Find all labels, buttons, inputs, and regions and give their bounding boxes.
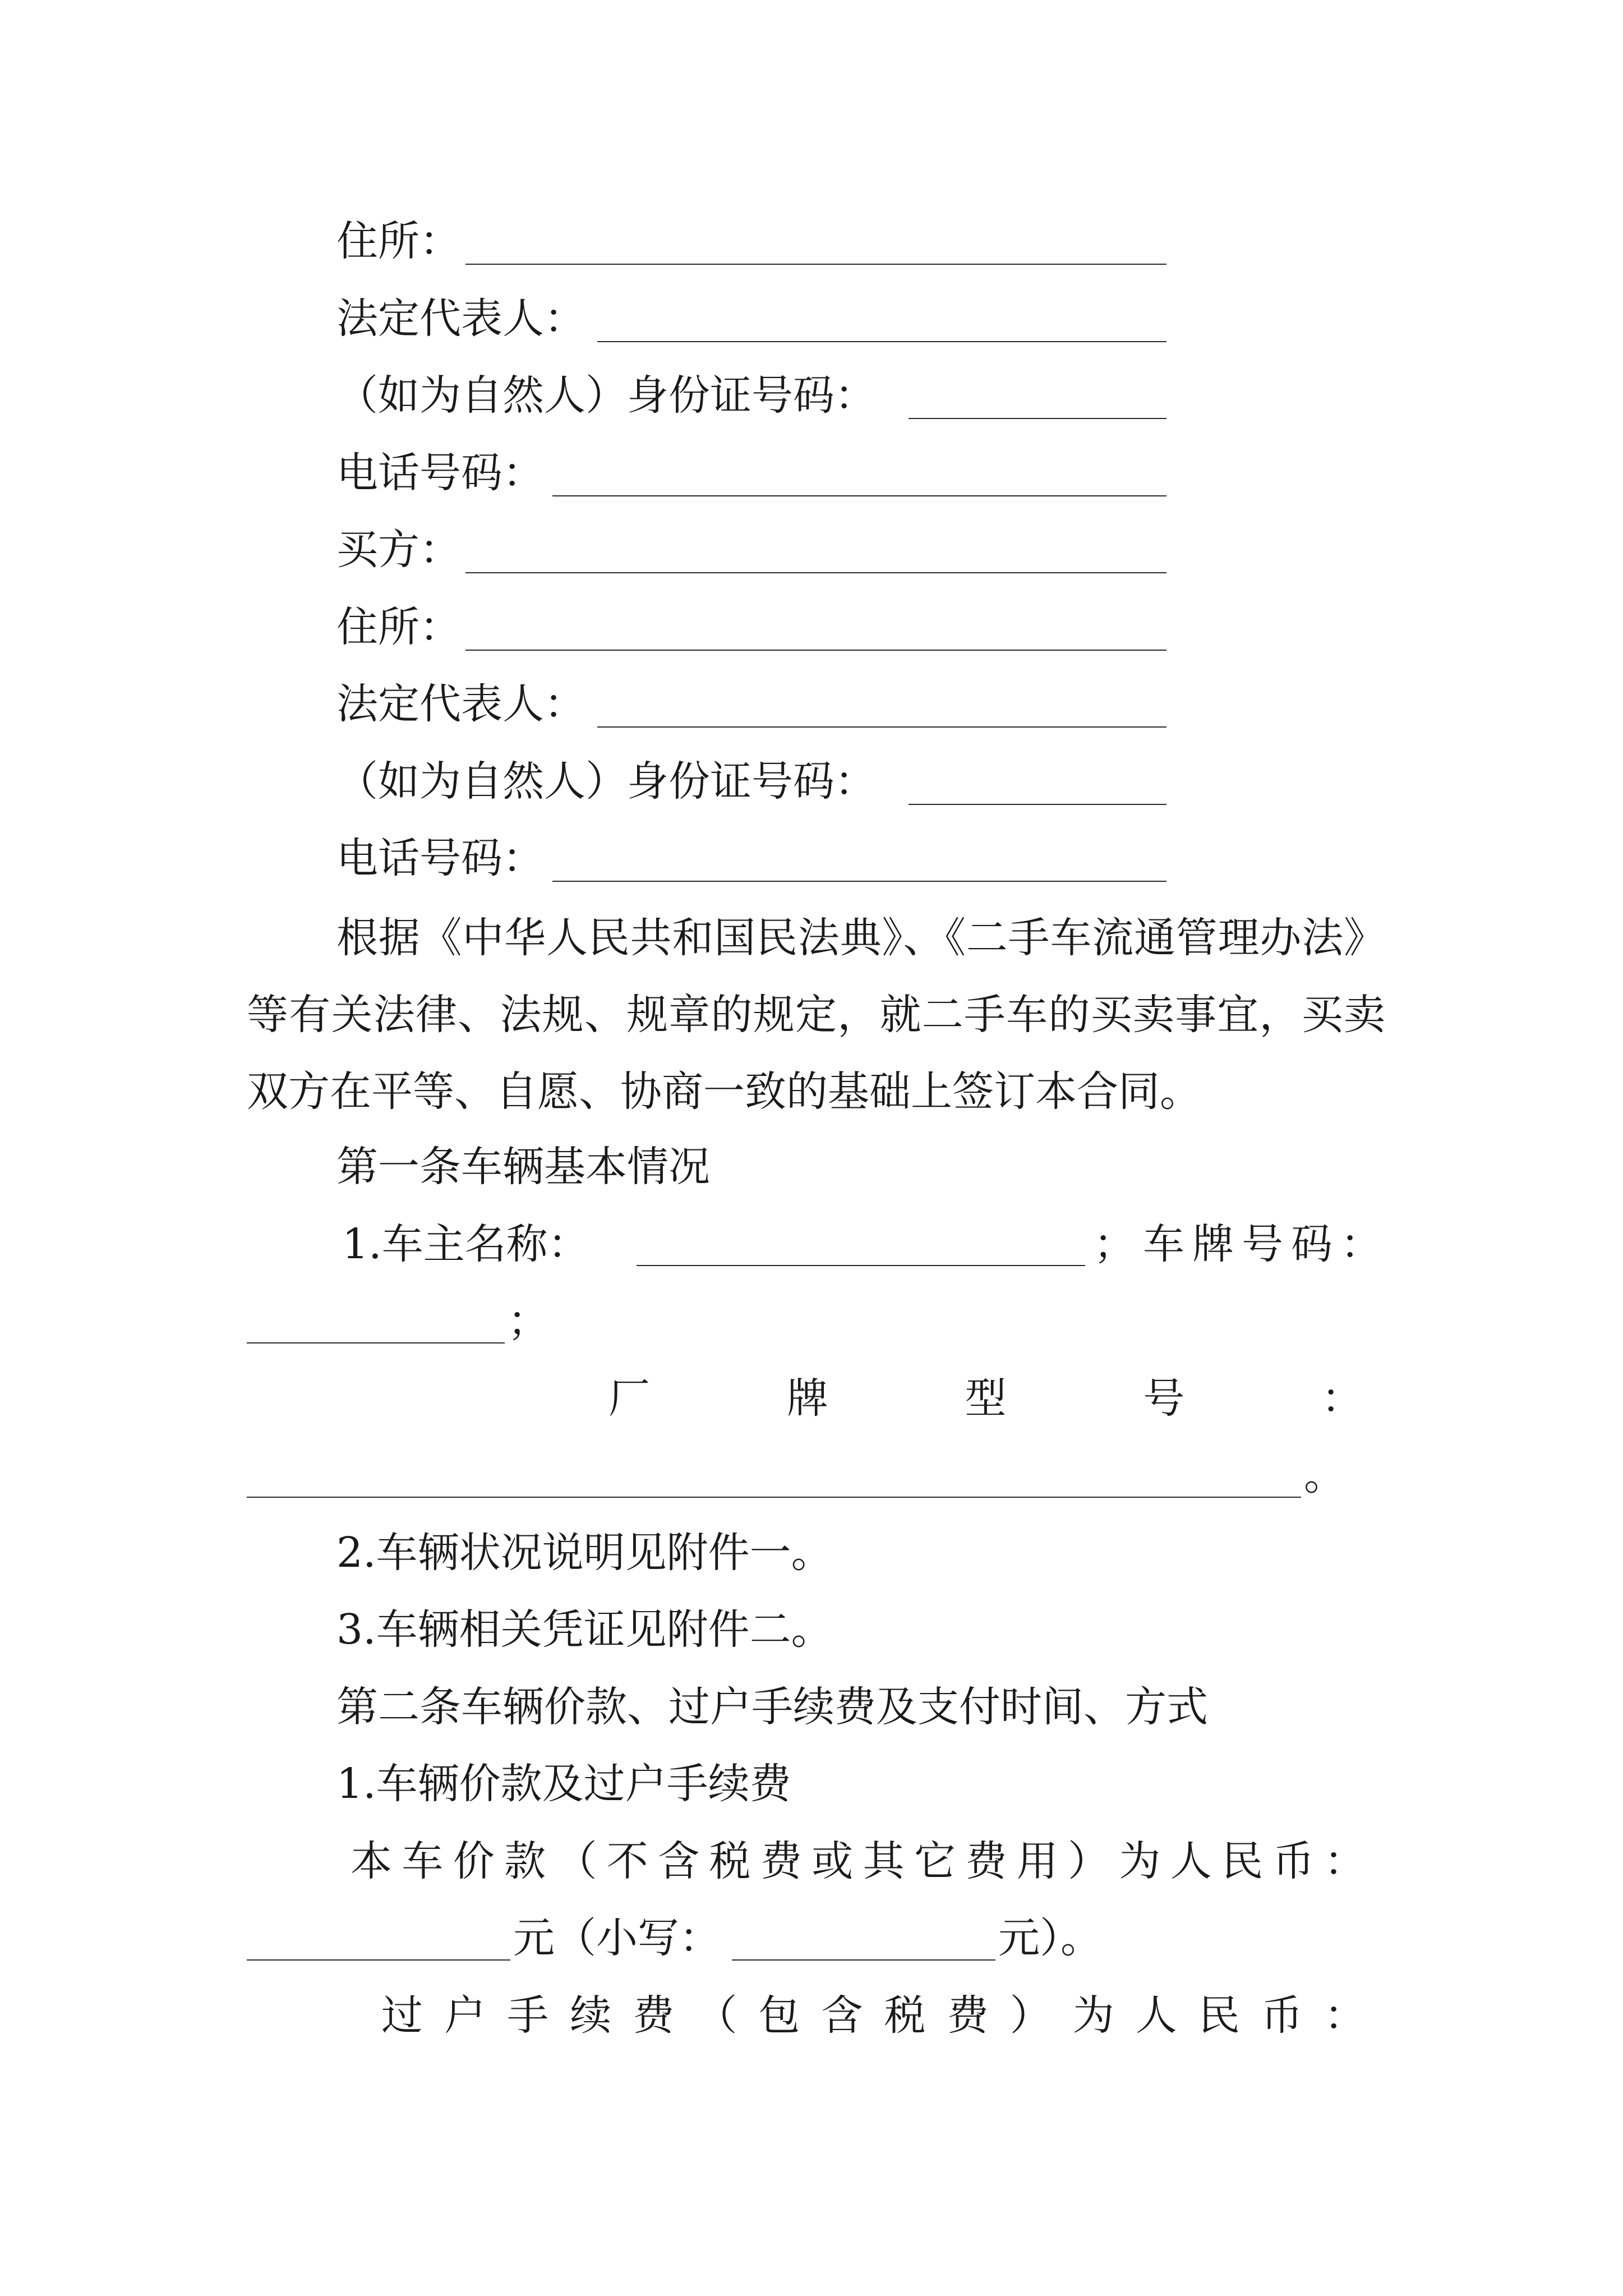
price-char: 人 xyxy=(1170,1837,1212,1885)
price-char: 款 xyxy=(504,1837,546,1885)
seller-phone-label: 电话号码： xyxy=(336,449,544,497)
price-char: 费 xyxy=(760,1837,802,1885)
preamble-paragraph: 根据《中华人民共和国民法典》、《二手车流通管理办法》等有关法律、法规、规章的规定，就二手车的买卖事宜，买卖双方在平等、自愿、协商一致的基础上签订本合同。 xyxy=(247,914,1385,1116)
fee-char: 税 xyxy=(884,1991,926,2040)
model-char: 厂 xyxy=(608,1374,650,1423)
seller-id-field[interactable] xyxy=(909,418,1166,419)
article1-title: 第一条车辆基本情况 xyxy=(336,1143,710,1191)
article2-item1: 1.车辆价款及过户手续费 xyxy=(336,1760,791,1808)
price-char: 本 xyxy=(351,1837,392,1885)
fee-char: 户 xyxy=(444,1991,486,2040)
price-yuan-label: 元（小写： xyxy=(513,1914,721,1962)
model-field[interactable] xyxy=(247,1497,1301,1498)
price-char: 不 xyxy=(606,1837,648,1885)
plate-number-label: ；车牌号码： xyxy=(1094,1220,1390,1268)
price-char: ） xyxy=(1068,1837,1110,1885)
plate-number-end: ； xyxy=(508,1297,549,1345)
owner-name-label: 1.车主名称： xyxy=(342,1220,589,1268)
price-char: ： xyxy=(1324,1837,1366,1885)
price-char: 含 xyxy=(658,1837,700,1885)
model-char: 号 xyxy=(1143,1374,1185,1423)
fee-char: ： xyxy=(1324,1991,1366,2040)
fee-char: （ xyxy=(695,1991,737,2040)
fee-char: 续 xyxy=(570,1991,612,2040)
price-yuan-end: 元）。 xyxy=(998,1914,1102,1962)
buyer-id-field[interactable] xyxy=(909,804,1166,805)
fee-char: 包 xyxy=(758,1991,800,2040)
buyer-legal-rep-label: 法定代表人： xyxy=(336,680,585,728)
price-char: 为 xyxy=(1119,1837,1161,1885)
fee-char: 费 xyxy=(947,1991,989,2040)
fee-char: 手 xyxy=(507,1991,549,2040)
fee-char: 费 xyxy=(633,1991,675,2040)
seller-legal-rep-label: 法定代表人： xyxy=(336,295,585,343)
model-char: 牌 xyxy=(786,1374,828,1423)
price-amount-lower-field[interactable] xyxy=(732,1959,995,1961)
buyer-id-label: （如为自然人）身份证号码： xyxy=(336,757,876,806)
article2-title: 第二条车辆价款、过户手续费及支付时间、方式 xyxy=(336,1683,1208,1731)
fee-char: 过 xyxy=(381,1991,423,2040)
seller-id-label: （如为自然人）身份证号码： xyxy=(336,371,876,420)
seller-address-field[interactable] xyxy=(465,264,1166,265)
price-char: 用 xyxy=(1016,1837,1058,1885)
article1-item2: 2.车辆状况说明见附件一。 xyxy=(336,1529,833,1577)
buyer-address-field[interactable] xyxy=(465,650,1166,651)
model-char: 型 xyxy=(965,1374,1007,1423)
seller-legal-rep-field[interactable] xyxy=(597,341,1166,342)
transfer-fee-label xyxy=(381,1987,1366,2044)
price-char: 民 xyxy=(1221,1837,1264,1885)
article1-item3: 3.车辆相关凭证见附件二。 xyxy=(336,1605,833,1654)
fee-char: 为 xyxy=(1072,1991,1114,2040)
fee-char: 民 xyxy=(1198,1991,1240,2040)
fee-char: 含 xyxy=(821,1991,863,2040)
price-char: （ xyxy=(555,1837,597,1885)
price-label xyxy=(351,1833,1366,1889)
fee-char: 币 xyxy=(1261,1991,1303,2040)
model-label xyxy=(608,1370,1363,1427)
price-char: 或 xyxy=(811,1837,854,1885)
price-char: 车 xyxy=(402,1837,444,1885)
fee-char: 人 xyxy=(1135,1991,1177,2040)
seller-phone-field[interactable] xyxy=(552,495,1166,496)
model-char: ： xyxy=(1321,1374,1363,1423)
model-end: 。 xyxy=(1304,1451,1345,1499)
price-char: 价 xyxy=(453,1837,495,1885)
buyer-label: 买方： xyxy=(336,526,461,574)
fee-char: ） xyxy=(1009,1991,1052,2040)
price-char: 税 xyxy=(709,1837,751,1885)
price-amount-field[interactable] xyxy=(247,1959,510,1961)
seller-address-label: 住所： xyxy=(336,217,461,265)
price-char: 费 xyxy=(965,1837,1007,1885)
buyer-phone-label: 电话号码： xyxy=(336,834,544,882)
price-char: 币 xyxy=(1272,1837,1315,1885)
price-char: 其 xyxy=(863,1837,905,1885)
buyer-legal-rep-field[interactable] xyxy=(597,726,1166,728)
plate-number-field[interactable] xyxy=(247,1342,505,1343)
buyer-phone-field[interactable] xyxy=(552,881,1166,882)
buyer-address-label: 住所： xyxy=(336,603,461,651)
price-char: 它 xyxy=(914,1837,956,1885)
buyer-name-field[interactable] xyxy=(465,572,1166,573)
owner-name-field[interactable] xyxy=(637,1265,1085,1266)
